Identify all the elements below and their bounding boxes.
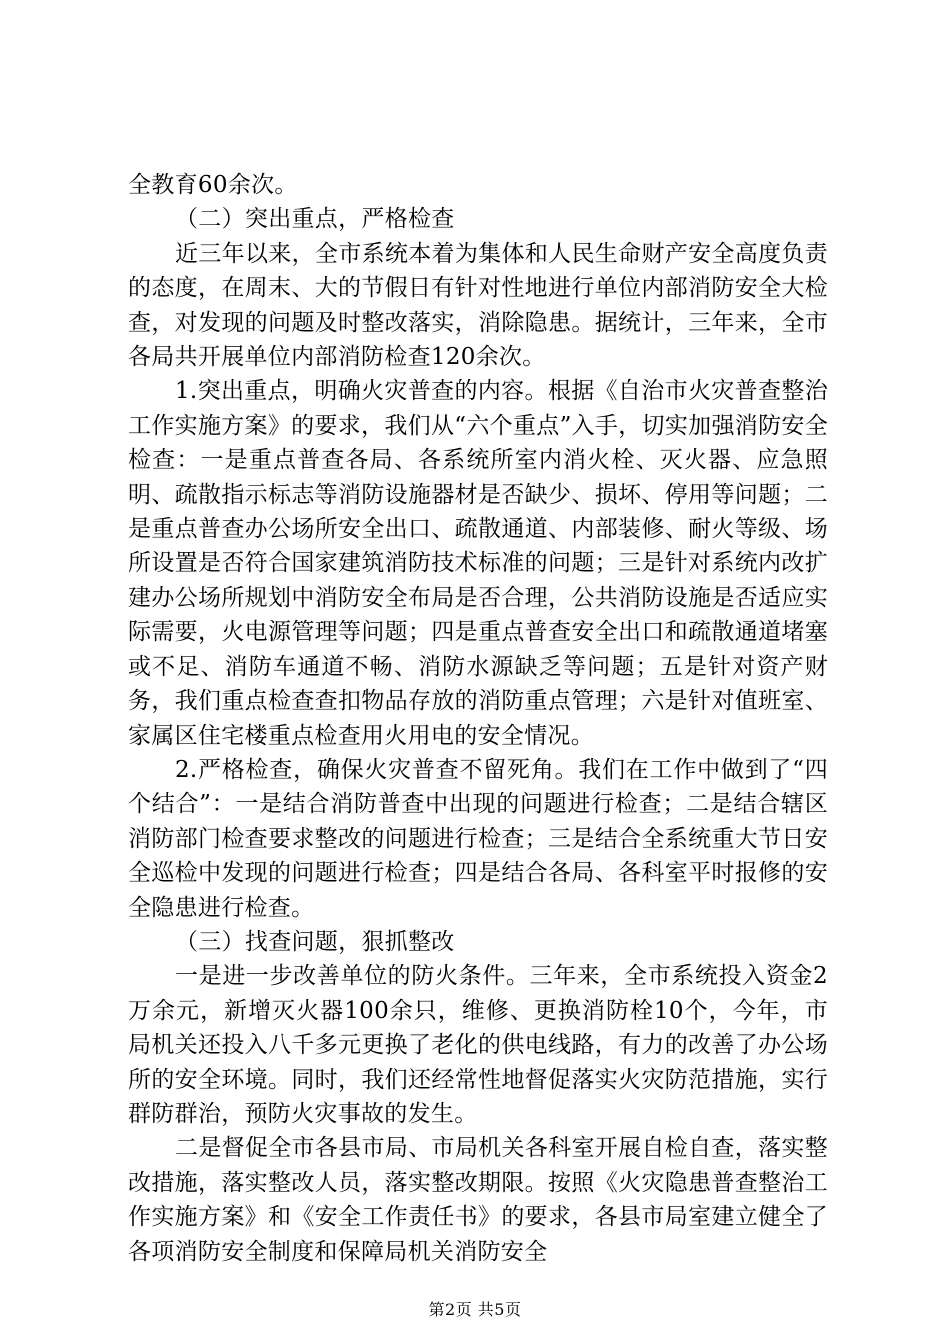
paragraph-continuation: 全教育60余次。 [128, 172, 298, 198]
section-heading-3: （三）找查问题，狠抓整改 [175, 928, 455, 955]
page-number-footer: 第2页 共5页 [428, 1300, 522, 1319]
paragraph-item-2: 2.严格检查，确保火灾普查不留死角。我们在工作中做到了“四个结合”：一是结合消防普查中出现的问题进行检查；二是结合辖区消防部门检查要求整改的问题进行检查；三是结合全系统重大节日安全巡检中发现的问题进行检查；四是结合各局、各科室平时报修的安全隐患进行检查。 [128, 756, 828, 921]
section-heading-2: （二）突出重点，严格检查 [175, 206, 455, 233]
paragraph-inspection-overview: 近三年以来，全市系统本着为集体和人民生命财产安全高度负责的态度，在周末、大的节假日有针对性地进行单位内部消防安全大检查，对发现的问题及时整改落实，消除隐患。据统计，三年来，全市各局共开展单位内部消防检查120余次。 [128, 240, 828, 371]
document-body [128, 168, 828, 1269]
paragraph-self-inspection: 二是督促全市各县市局、市局机关各科室开展自检自查，落实整改措施，落实整改人员，落实整改期限。按照《火灾隐患普查整治工作实施方案》和《安全工作责任书》的要求，各县市局室建立健全了各项消防安全制度和保障局机关消防安全 [128, 1135, 828, 1265]
paragraph-fire-conditions: 一是进一步改善单位的防火条件。三年来，全市系统投入资金2万余元，新增灭火器100余只，维修、更换消防栓10个，今年，市局机关还投入八千多元更换了老化的供电线路，有力的改善了办公场所的安全环境。同时，我们还经常性地督促落实火灾防范措施，实行群防群治，预防火灾事故的发生。 [128, 963, 828, 1127]
paragraph-item-1: 1.突出重点，明确火灾普查的内容。根据《自治市火灾普查整治工作实施方案》的要求，我们从“六个重点”入手，切实加强消防安全检查：一是重点普查各局、各系统所室内消火栓、灭火器、应急照明、疏散指示标志等消防设施器材是否缺少、损坏、停用等问题；二是重点普查办公场所安全出口、疏散通道、内部装修、耐火等级、场所设置是否符合国家建筑消防技术标准的问题；三是针对系统内改扩建办公场所规划中消防安全布局是否合理，公共消防设施是否适应实际需要，火电源管理等问题；四是重点普查安全出口和疏散通道堵塞或不足、消防车通道不畅、消防水源缺乏等问题；五是针对资产财务，我们重点检查查扣物品存放的消防重点管理；六是针对值班室、家属区住宅楼重点检查用火用电的安全情况。 [128, 378, 828, 749]
